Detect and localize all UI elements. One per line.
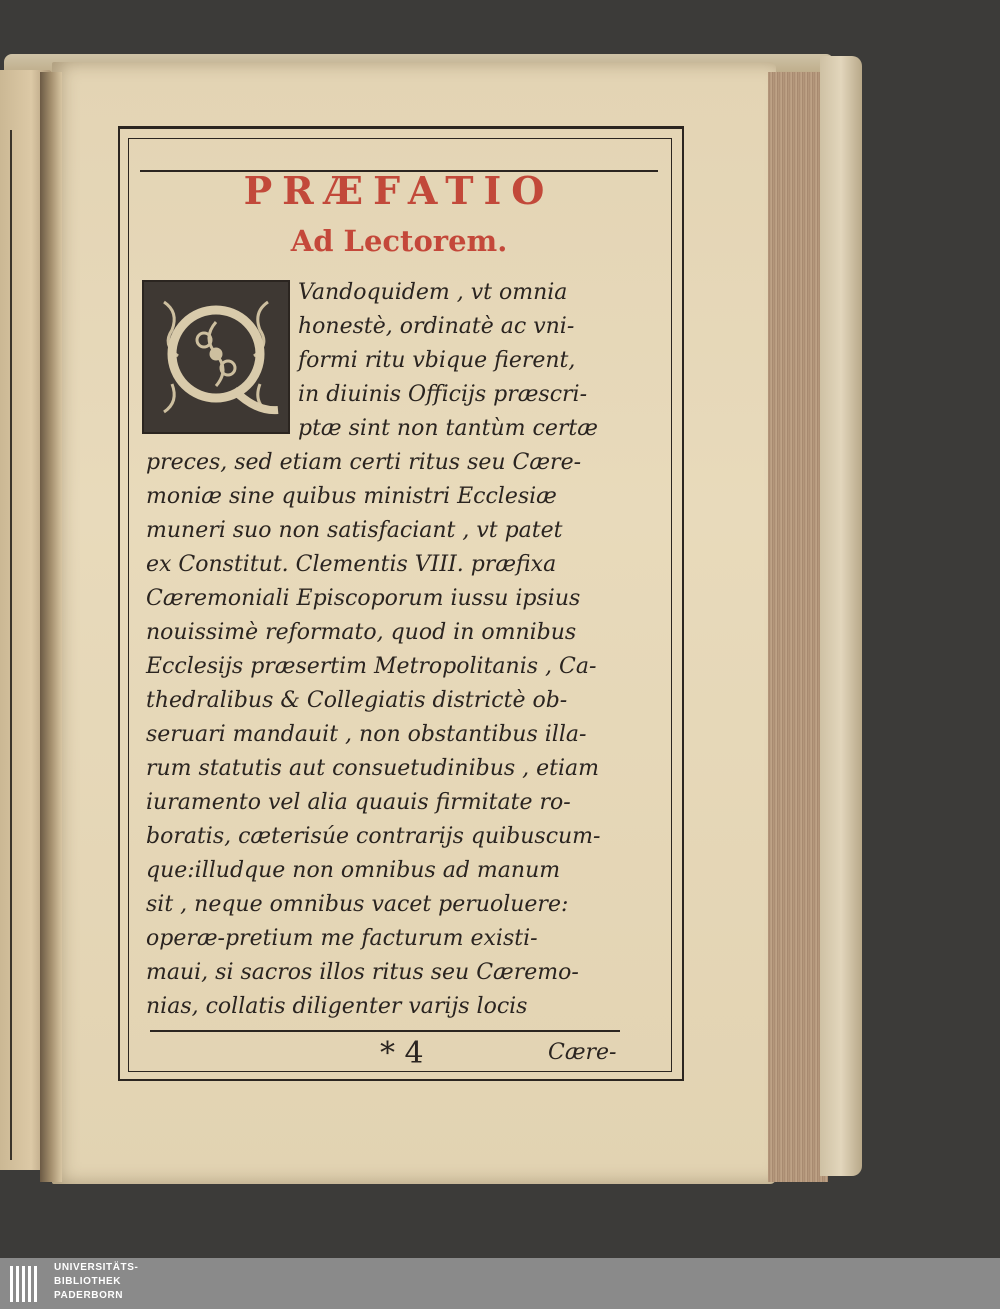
floral-initial-icon xyxy=(144,282,288,432)
text-line: ptæ sint non tantùm certæ xyxy=(298,416,598,441)
text-line: ex Constitut. Clementis VIII. præfixa xyxy=(146,552,557,577)
catchword: Cære- xyxy=(548,1040,617,1065)
book-cover-edge xyxy=(820,56,862,1176)
signature-mark: * 4 xyxy=(380,1036,424,1071)
footer-rule xyxy=(150,1030,620,1032)
text-line: moniæ sine quibus ministri Ecclesiæ xyxy=(146,484,557,509)
library-banner xyxy=(0,1258,1000,1309)
text-line: operæ-pretium me facturum existi- xyxy=(146,926,538,951)
library-name-line-3: PADERBORN xyxy=(54,1290,124,1301)
text-line: boratis, cæterisúe contrarijs quibuscum- xyxy=(146,824,601,849)
book-gutter xyxy=(40,72,62,1182)
text-line: maui, si sacros illos ritus seu Cæremo- xyxy=(146,960,579,985)
page-title: PRÆFATIO xyxy=(243,168,555,213)
left-page-frame-rule xyxy=(10,130,12,1160)
page-subtitle: Ad Lectorem. xyxy=(290,224,508,258)
text-line: iuramento vel alia quauis firmitate ro- xyxy=(146,790,571,815)
text-line: Vandoquidem , vt omnia xyxy=(298,280,568,305)
library-logo-icon xyxy=(8,1262,48,1306)
text-line: Cæremoniali Episcoporum iussu ipsius xyxy=(146,586,581,611)
text-line: preces, sed etiam certi ritus seu Cære- xyxy=(146,450,582,475)
text-line: muneri suo non satisfaciant , vt patet xyxy=(146,518,563,543)
text-line: honestè, ordinatè ac vni- xyxy=(298,314,575,339)
library-name-line-1: UNIVERSITÄTS- xyxy=(54,1262,139,1273)
text-line: nouissimè reformato, quod in omnibus xyxy=(146,620,577,645)
text-line: thedralibus & Collegiatis districtè ob- xyxy=(146,688,568,713)
text-line: que:illudque non omnibus ad manum xyxy=(146,858,561,883)
decorated-initial-q xyxy=(142,280,290,434)
text-line: nias, collatis diligenter varijs locis xyxy=(146,994,528,1019)
text-line: seruari mandauit , non obstantibus illa- xyxy=(146,722,587,747)
page-fore-edge xyxy=(768,72,828,1182)
text-line: in diuinis Officijs præscri- xyxy=(298,382,588,407)
text-line: rum statutis aut consuetudinibus , etiam xyxy=(146,756,600,781)
text-line: Ecclesijs præsertim Metropolitanis , Ca- xyxy=(146,654,597,679)
text-line: formi ritu vbique fierent, xyxy=(298,348,576,373)
text-line: sit , neque omnibus vacet peruoluere: xyxy=(146,892,569,917)
library-name-line-2: BIBLIOTHEK xyxy=(54,1276,122,1287)
